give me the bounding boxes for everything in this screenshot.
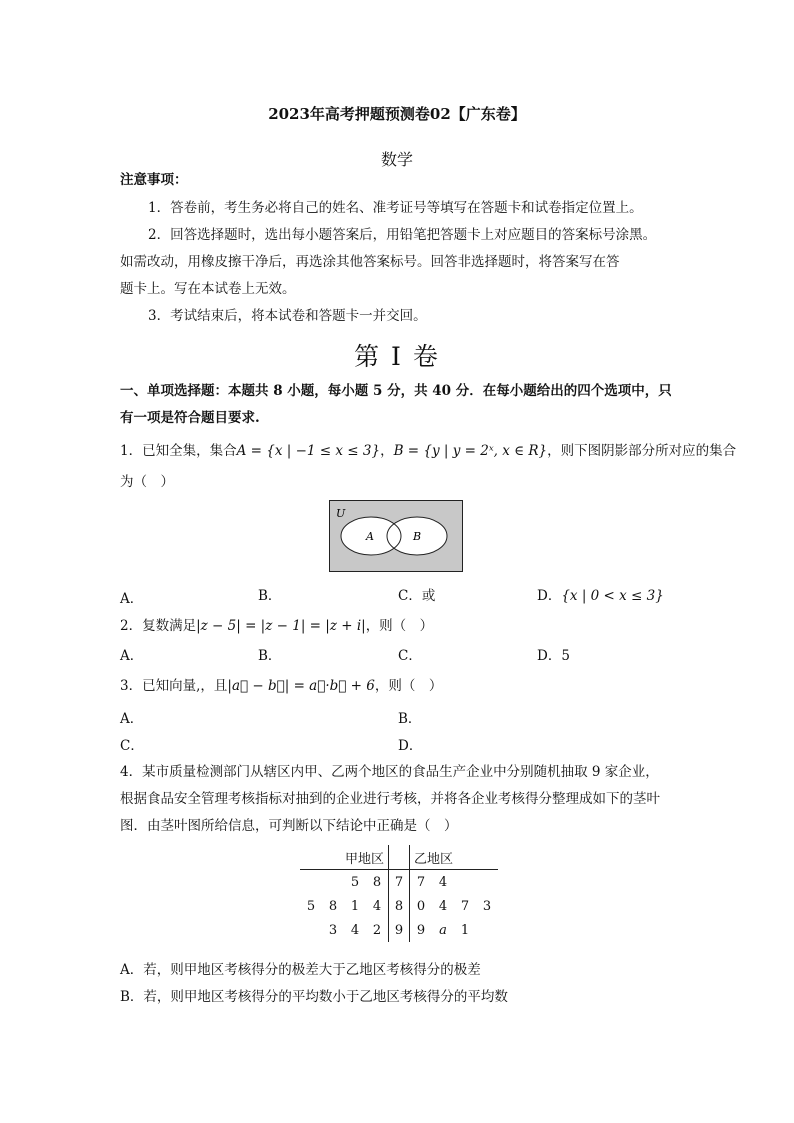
left-leaf: 5 <box>306 898 316 914</box>
question-2-expression: |z − 5| = |z − 1| = |z + i| <box>196 618 366 634</box>
stem-value: 8 <box>389 894 410 918</box>
q1-option-d-label: D． <box>537 588 562 604</box>
notice-item-2-line-2: 如需改动，用橡皮擦干净后，再选涂其他答案标号。回答非选择题时，将答案写在答 <box>120 254 620 270</box>
question-3-stem <box>120 676 442 696</box>
right-leaf <box>454 870 476 895</box>
left-leaf: 4 <box>350 922 360 938</box>
question-3-text-b: ，则（ ） <box>374 678 443 694</box>
question-4-line-3: 图．由茎叶图所给信息，可判断以下结论中正确是（ ） <box>120 818 458 834</box>
q1-option-a: A． <box>120 591 144 607</box>
left-region-header: 甲地区 <box>322 845 389 870</box>
question-2-text-a: 2．复数满足 <box>120 618 197 634</box>
right-leaf: 3 <box>482 898 492 914</box>
venn-label-b: B <box>413 530 422 543</box>
right-leaf: 7 <box>416 874 426 890</box>
q1-option-d-expression: {x | 0 < x ≤ 3} <box>561 588 664 604</box>
question-4-line-1: 4．某市质量检测部门从辖区内甲、乙两个地区的食品生产企业中分别随机抽取 9 家企业， <box>120 764 659 780</box>
left-leaf: 1 <box>350 898 360 914</box>
q1-option-c: C．或 <box>398 588 436 604</box>
left-leaf <box>322 870 344 895</box>
venn-diagram <box>329 500 465 574</box>
part1-instructions-line-2: 有一项是符合题目要求. <box>120 410 260 426</box>
exam-title: 2023年高考押题预测卷02【广东卷】 <box>268 105 526 123</box>
left-leaf <box>300 870 322 895</box>
q1-option-d <box>537 586 664 606</box>
question-4-line-2: 根据食品安全管理考核指标对抽到的企业进行考核，并将各企业考核得分整理成如下的茎叶 <box>120 791 660 807</box>
question-2-text-b: ，则（ ） <box>365 618 434 634</box>
part1-instructions-line-1: 一、单项选择题：本题共 8 小题，每小题 5 分，共 40 分．在每小题给出的四个选项中，只 <box>120 383 672 399</box>
stem-leaf-header-row <box>300 845 498 870</box>
stem-leaf-row <box>300 870 498 895</box>
right-leaf <box>476 918 498 942</box>
question-3-expression: |a⃗ − b⃗| = a⃗·b⃗ + 6 <box>227 678 375 694</box>
question-2-stem <box>120 616 433 636</box>
q4-option-a: A．若，则甲地区考核得分的极差大于乙地区考核得分的极差 <box>120 962 481 978</box>
stem-leaf-row <box>300 918 498 942</box>
right-leaf: 4 <box>438 874 448 890</box>
right-leaf <box>476 870 498 895</box>
right-leaf: 4 <box>438 898 448 914</box>
q3-option-d: D． <box>398 738 423 754</box>
left-leaf: 2 <box>372 922 382 938</box>
question-1-stem <box>120 441 736 461</box>
stem-leaf-row <box>300 894 498 918</box>
right-leaf: 1 <box>460 922 470 938</box>
q3-option-c: C． <box>120 738 144 754</box>
q2-option-b: B． <box>258 648 282 664</box>
right-leaf: a <box>439 922 447 938</box>
notice-item-2-line-1: 2．回答选择题时，选出每小题答案后，用铅笔把答题卡上对应题目的答案标号涂黑。 <box>148 227 657 243</box>
notice-item-2-line-3: 题卡上。写在本试卷上无效。 <box>120 281 296 297</box>
q2-option-d: D．5 <box>537 648 570 664</box>
left-leaf: 4 <box>372 898 382 914</box>
question-3-text-a: 3．已知向量,，且 <box>120 678 228 694</box>
right-region-header: 乙地区 <box>410 845 477 870</box>
venn-label-u: U <box>336 507 346 520</box>
left-leaf: 3 <box>328 922 338 938</box>
subject-title: 数学 <box>380 150 413 169</box>
right-leaf: 7 <box>460 898 470 914</box>
notice-heading: 注意事项： <box>120 172 188 188</box>
q3-option-b: B． <box>398 711 422 727</box>
left-leaf <box>300 918 322 942</box>
notice-item-1: 1．答卷前，考生务必将自己的姓名、准考证号等填写在答题卡和试卷指定位置上。 <box>148 200 643 216</box>
question-1-separator: ， <box>380 443 394 459</box>
question-1-stem-end: 为（ ） <box>120 474 174 490</box>
stem-value: 9 <box>389 918 410 942</box>
right-leaf: 0 <box>416 898 426 914</box>
left-leaf: 8 <box>328 898 338 914</box>
stem-value: 7 <box>389 870 410 895</box>
q2-option-a: A． <box>120 648 144 664</box>
q2-option-c: C． <box>398 648 422 664</box>
q1-option-b: B． <box>258 588 282 604</box>
left-leaf: 8 <box>372 874 382 890</box>
venn-label-a: A <box>366 530 374 543</box>
question-1-text-a: 1．已知全集，集合 <box>120 443 237 459</box>
set-a-expression: A = {x | −1 ≤ x ≤ 3} <box>236 443 381 459</box>
stem-leaf-plot <box>300 845 498 942</box>
q4-option-b: B．若，则甲地区考核得分的平均数小于乙地区考核得分的平均数 <box>120 989 508 1005</box>
set-b-expression: B = {y | y = 2ˣ, x ∈ R} <box>393 443 548 459</box>
q3-option-a: A． <box>120 711 144 727</box>
question-1-text-b: ，则下图阴影部分所对应的集合 <box>547 443 737 459</box>
section-title: 第 I 卷 <box>354 342 440 371</box>
left-leaf: 5 <box>350 874 360 890</box>
right-leaf: 9 <box>416 922 426 938</box>
notice-item-3: 3．考试结束后，将本试卷和答题卡一并交回。 <box>148 308 427 324</box>
